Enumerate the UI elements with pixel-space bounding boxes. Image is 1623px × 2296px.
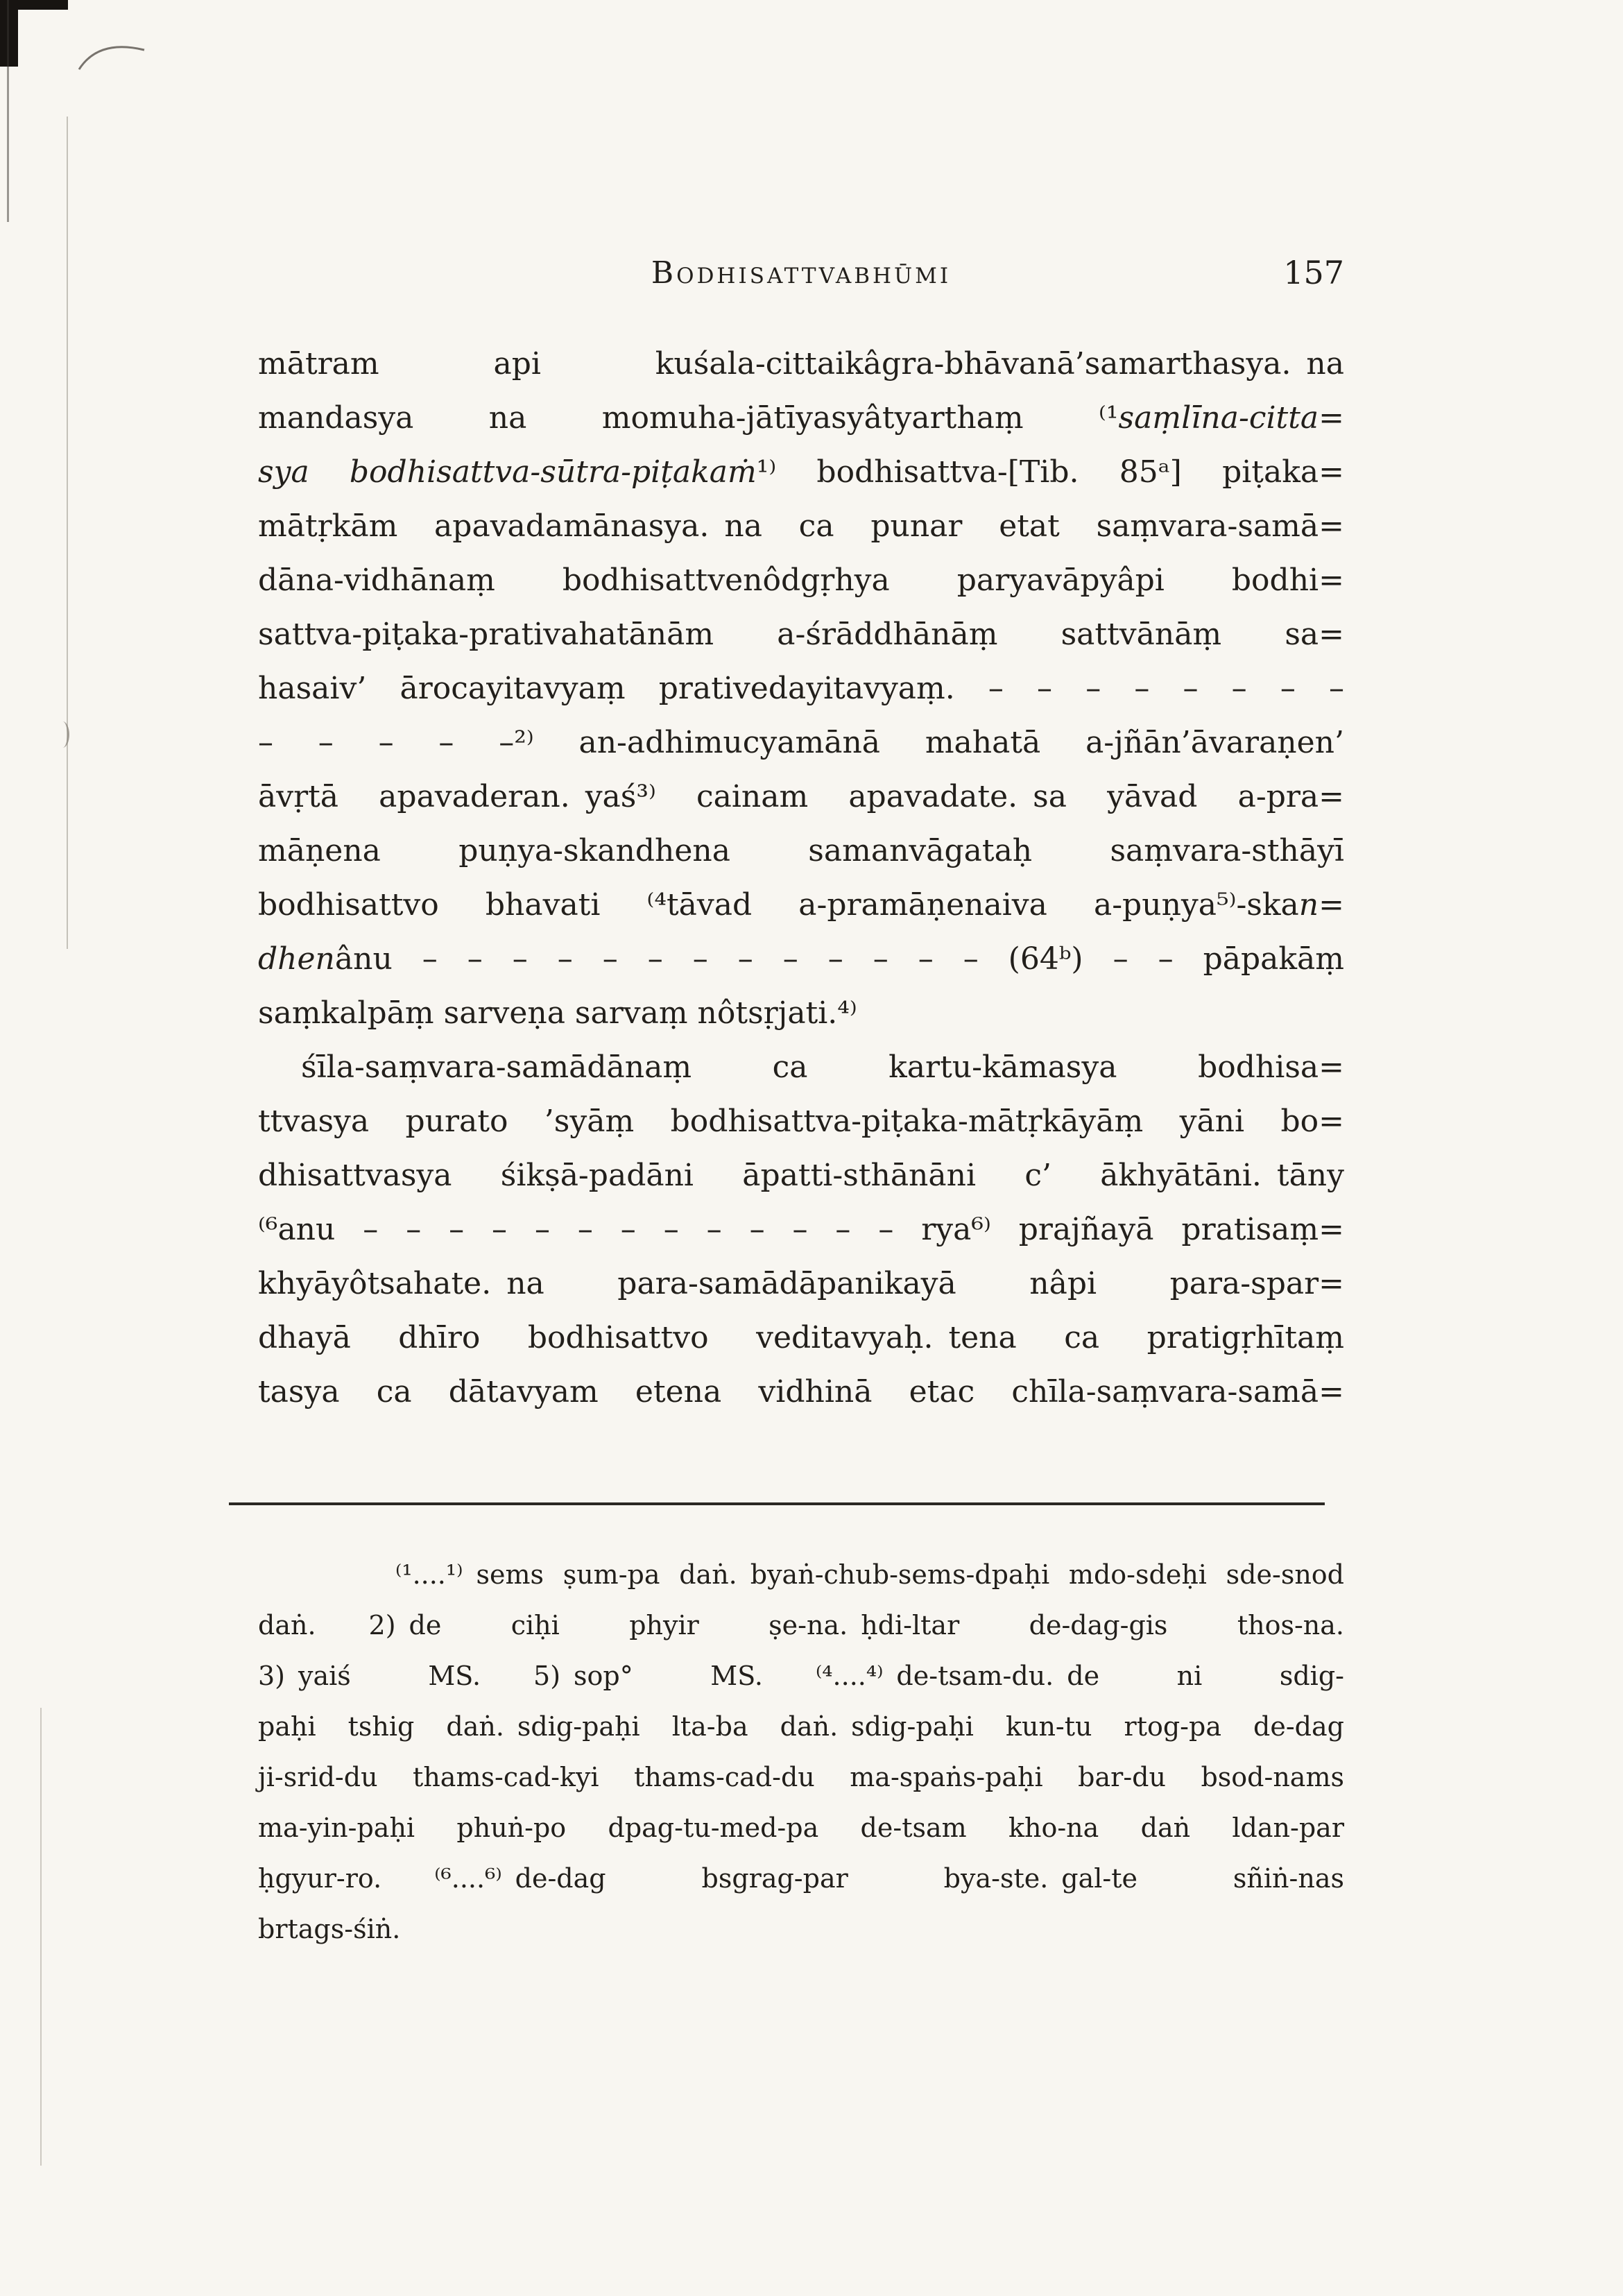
text-line: dhayā dhīro bodhisattvo veditavyaḥ. tena ca pratigṛhītaṃ	[258, 1320, 1344, 1355]
text-block	[258, 255, 1344, 1955]
scan-artifact-edge-line	[7, 0, 9, 222]
text-line	[258, 932, 1344, 986]
text-line: dāna-vidhānaṃ bodhisattvenôdgṛhya paryavāpyâpi bodhi=	[258, 563, 1344, 598]
italic-text: dhen	[258, 941, 335, 977]
footnote-line: 3) yaiś MS. 5) sop° MS. ⁽⁴....⁴⁾ de-tsam-du. de ni sdig-	[258, 1661, 1344, 1691]
footnote-line: ji-srid-du thams-cad-kyi thams-cad-du ma-spaṅs-paḥi bar-du bsod-nams	[258, 1762, 1344, 1792]
footnote-line: ḥgyur-ro. ⁽⁶....⁶⁾ de-dag bsgrag-par bya-ste. gal-te sñiṅ-nas	[258, 1863, 1344, 1894]
scan-artifact-margin-line-lower	[40, 1708, 42, 2166]
footnote-line: brtags-śiṅ.	[258, 1914, 401, 1944]
footnote-line: ma-yin-paḥi phuṅ-po dpag-tu-med-pa de-tsam kho-na daṅ ldan-par	[258, 1813, 1344, 1843]
italic-text: n	[1298, 887, 1319, 923]
text-line: saṃkalpāṃ sarveṇa sarvaṃ nôtsṛjati.⁴⁾	[258, 995, 857, 1031]
footnotes	[258, 1550, 1344, 1955]
text-line: māṇena puṇya-skandhena samanvāgataḥ saṃvara-sthāyī	[258, 833, 1344, 868]
roman-text: mandasya na momuha-jātīyasyâtyarthaṃ ⁽¹	[258, 400, 1119, 436]
text-line: mātṛkām apavadamānasya. na ca punar etat saṃvara-samā=	[258, 508, 1344, 544]
text-line: – – – – –²⁾ an-adhimucyamānā mahatā a-jñān’āvaraṇen’	[258, 725, 1344, 760]
paragraph	[258, 337, 1344, 1040]
scan-artifact-corner-vertical	[0, 0, 18, 67]
text-line: mātram api kuśala-cittaikâgra-bhāvanā’samarthasya. na	[258, 346, 1344, 382]
scan-artifact-margin-line-upper	[67, 117, 68, 949]
roman-text: ânu – – – – – – – – – – – – – (64ᵇ) – – pāpakāṃ	[334, 941, 1344, 977]
footnote-line: paḥi tshig daṅ. sdig-paḥi lta-ba daṅ. sdig-paḥi kun-tu rtog-pa de-dag	[258, 1711, 1344, 1742]
text-line	[258, 445, 1344, 499]
text-line: śīla-saṃvara-samādānaṃ ca kartu-kāmasya bodhisa=	[301, 1050, 1344, 1085]
roman-text: ¹⁾ bodhisattva-[Tib. 85ᵃ] piṭaka=	[756, 454, 1344, 490]
footnote-line: ⁽¹....¹⁾ sems ṣum-pa daṅ. byaṅ-chub-sems-dpaḥi mdo-sdeḥi sde-snod	[395, 1559, 1344, 1590]
roman-text: =	[1319, 887, 1344, 923]
page-header	[258, 255, 1344, 293]
running-title: Bodhisattvabhūmi	[651, 255, 952, 291]
roman-text: bodhisattvo bhavati ⁽⁴tāvad a-pramāṇenaiva a-puṇya⁵⁾-ska	[258, 887, 1299, 923]
text-line: hasaiv’ ārocayitavyaṃ prativedayitavyaṃ. – – – – – – – –	[258, 671, 1344, 706]
page-number: 157	[1283, 254, 1344, 291]
text-line	[258, 878, 1344, 932]
text-line: dhisattvasya śikṣā-padāni āpatti-sthānāni c’ ākhyātāni. tāny	[258, 1158, 1344, 1193]
text-line: ttvasya purato ’syāṃ bodhisattva-piṭaka-mātṛkāyāṃ yāni bo=	[258, 1104, 1344, 1139]
paragraph	[258, 1040, 1344, 1419]
scan-artifact-pen-stroke	[75, 36, 151, 80]
text-line: khyāyôtsahate. na para-samādāpanikayā nâpi para-spar=	[258, 1266, 1344, 1301]
text-line: āvṛtā apavaderan. yaś³⁾ cainam apavadate. sa yāvad a-pra=	[258, 779, 1344, 814]
text-line: ⁽⁶anu – – – – – – – – – – – – – rya⁶⁾ prajñayā pratisaṃ=	[258, 1212, 1344, 1247]
footnote-separator	[229, 1502, 1325, 1505]
text-line: sattva-piṭaka-prativahatānām a-śrāddhānāṃ sattvānāṃ sa=	[258, 617, 1344, 652]
text-line	[258, 391, 1344, 445]
body-text	[258, 337, 1344, 1419]
footnote-line: daṅ. 2) de ciḥi phyir ṣe-na. ḥdi-ltar de-dag-gis thos-na.	[258, 1610, 1344, 1640]
text-line: tasya ca dātavyam etena vidhinā etac chīla-saṃvara-samā=	[258, 1374, 1344, 1410]
scan-artifact-corner-horizontal	[0, 0, 68, 10]
italic-text: saṃlīna-citta=	[1118, 400, 1344, 436]
italic-text: sya bodhisattva-sūtra-piṭakaṁ	[258, 454, 757, 490]
